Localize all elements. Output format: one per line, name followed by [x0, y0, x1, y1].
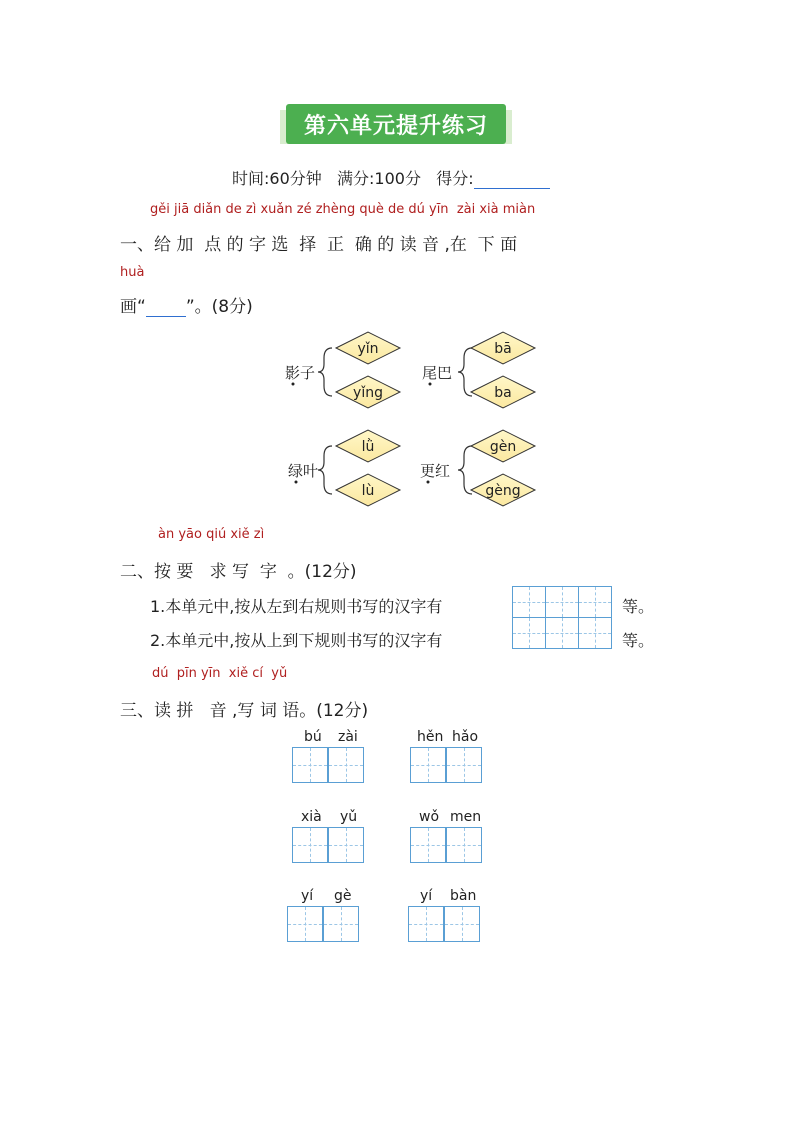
word-pinyin: bú [304, 729, 322, 745]
option-text: gèn [489, 439, 517, 455]
writing-cell[interactable] [328, 747, 364, 783]
emphasis-dot [427, 481, 430, 484]
option-text: ba [494, 385, 512, 401]
q1-text-2a: 画“ [120, 297, 146, 317]
writing-cell[interactable] [578, 617, 612, 649]
option-text: lǜ [361, 439, 375, 455]
q1-text: 一、给 加 点 的 字 选 择 正 确 的 读 音 ,在 下 面 [120, 235, 518, 255]
brace-2 [458, 348, 472, 396]
word-pinyin: xià [301, 809, 322, 825]
title-banner [276, 104, 516, 148]
word-pinyin: yí [301, 888, 314, 904]
q2-item-2: 2.本单元中,按从上到下规则书写的汉字有 [150, 631, 443, 650]
pinyin-choice-diagram [280, 326, 550, 516]
q1-pinyin: gěi jiā diǎn de zì xuǎn zé zhèng què de dú yīn zài xià miàn [150, 202, 536, 217]
option-text: bā [494, 341, 512, 357]
writing-cell[interactable] [512, 586, 546, 618]
brace-4 [458, 446, 472, 494]
writing-cell[interactable] [545, 586, 579, 618]
writing-cell[interactable] [512, 617, 546, 649]
writing-cell[interactable] [446, 747, 482, 783]
writing-cell[interactable] [578, 586, 612, 618]
q3-pinyin: dú pīn yīn xiě cí yǔ [152, 666, 288, 681]
q1-text-2 [120, 292, 253, 317]
q2-suffix-2: 等。 [622, 631, 655, 650]
writing-cell[interactable] [444, 906, 480, 942]
word-pinyin: bàn [450, 888, 477, 904]
option-text: lù [361, 483, 375, 499]
option-text: yǐn [357, 341, 379, 357]
writing-cell[interactable] [292, 827, 328, 863]
q2-text: 二、按 要 求 写 字 。(12分) [120, 562, 357, 582]
word-pinyin: yǔ [340, 809, 358, 825]
underline-sample [146, 300, 186, 317]
writing-cell[interactable] [410, 747, 446, 783]
word-pinyin: hěn [417, 729, 444, 745]
writing-cell[interactable] [328, 827, 364, 863]
time-label: 时间:60分钟 [232, 169, 322, 188]
group-word: 绿叶 [288, 462, 319, 480]
brace-3 [318, 446, 332, 494]
q2-suffix-1: 等。 [622, 597, 655, 616]
q2-item-1: 1.本单元中,按从左到右规则书写的汉字有 [150, 597, 443, 616]
emphasis-dot [295, 481, 298, 484]
group-word: 尾巴 [422, 364, 453, 382]
page-title: 第六单元提升练习 [303, 114, 488, 139]
writing-cell[interactable] [323, 906, 359, 942]
score-label: 得分: [436, 169, 474, 188]
writing-cell[interactable] [408, 906, 444, 942]
score-blank[interactable] [474, 172, 550, 189]
q1-text-2b: ”。(8分) [185, 297, 253, 317]
q1-pinyin-2: huà [120, 265, 145, 280]
writing-cell[interactable] [292, 747, 328, 783]
q3-text: 三、读 拼 音 ,写 词 语。(12分) [120, 701, 369, 721]
word-pinyin: hǎo [452, 729, 479, 745]
option-text: yǐng [353, 385, 383, 401]
writing-cell[interactable] [410, 827, 446, 863]
emphasis-dot [292, 383, 295, 386]
q2-pinyin: àn yāo qiú xiě zì [158, 527, 265, 542]
writing-cell[interactable] [287, 906, 323, 942]
brace-1 [318, 348, 332, 396]
word-pinyin: yí [420, 888, 433, 904]
group-word: 影子 [285, 364, 316, 382]
word-pinyin: zài [338, 729, 358, 745]
word-pinyin: gè [334, 888, 352, 904]
word-pinyin: wǒ [419, 809, 440, 825]
option-text: gèng [485, 483, 521, 499]
full-score-label: 满分:100分 [337, 169, 421, 188]
emphasis-dot [429, 383, 432, 386]
group-word: 更红 [420, 462, 451, 480]
exam-info [232, 166, 550, 189]
writing-cell[interactable] [545, 617, 579, 649]
word-pinyin: men [450, 809, 482, 825]
writing-cell[interactable] [446, 827, 482, 863]
